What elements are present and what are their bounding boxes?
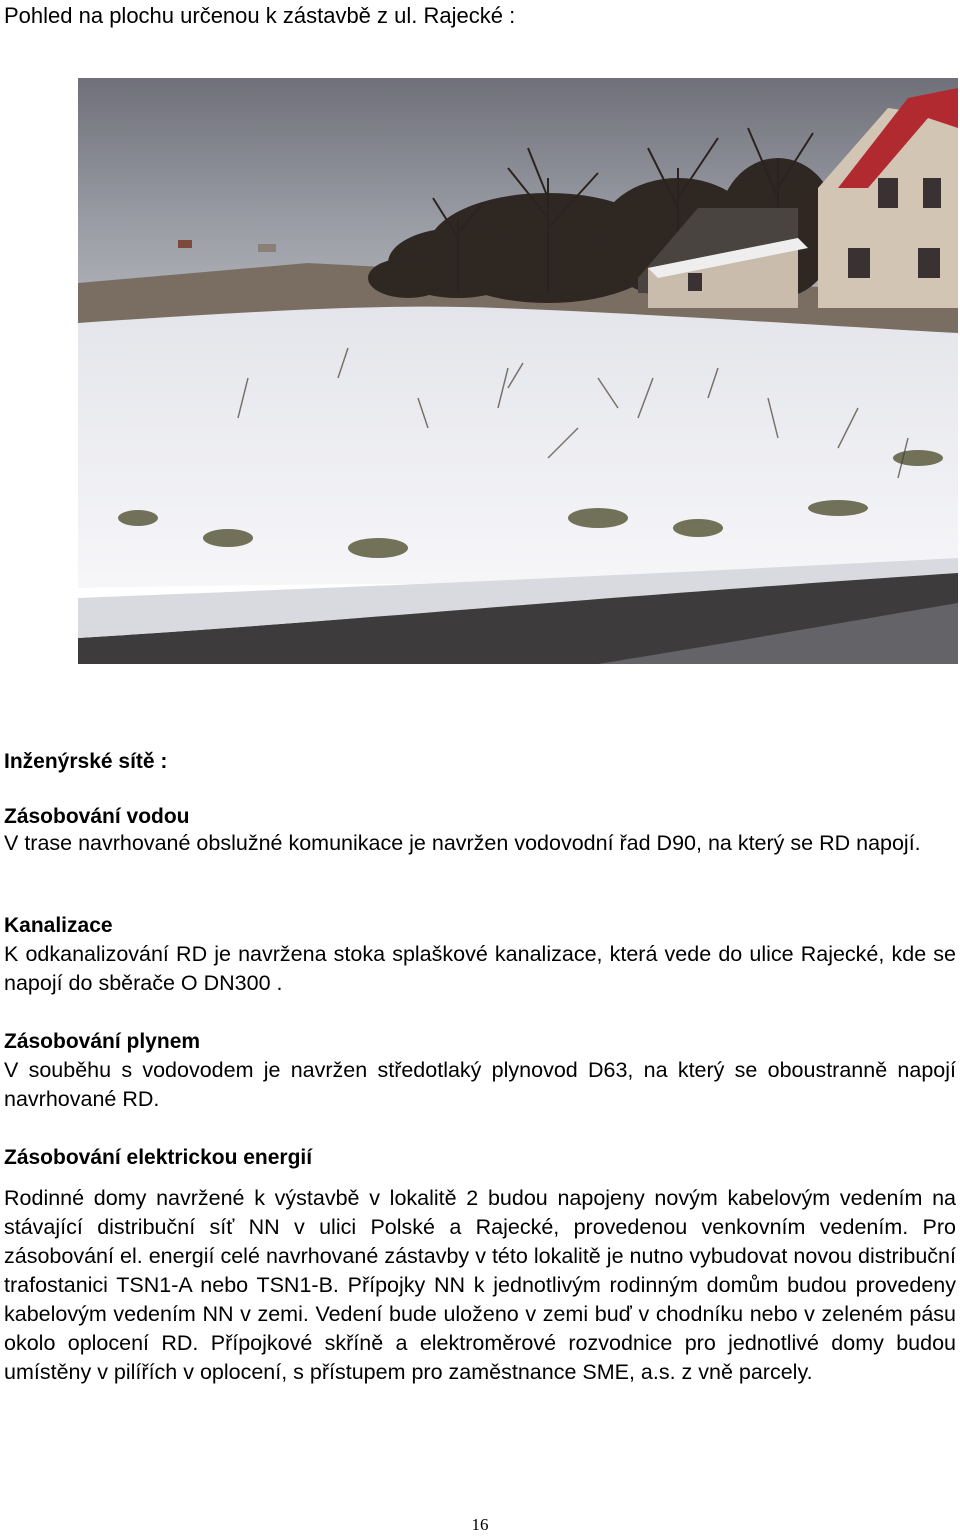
heading-gas-supply: Zásobování plynem — [4, 1030, 201, 1053]
page-number: 16 — [471, 1515, 489, 1534]
paragraph-sewerage: K odkanalizování RD je navržena stoka splaškové kanalizace, která vede do ulice Rajecké, kde se napojí do sběrače O DN300 . — [4, 942, 956, 995]
heading-water-supply: Zásobování vodou — [4, 805, 190, 828]
site-photo — [78, 78, 958, 664]
paragraph-water-supply: V trase navrhované obslužné komunikace je navržen vodovodní řad D90, na který se RD napojí. — [4, 831, 921, 855]
intro-caption: Pohled na plochu určenou k zástavbě z ul. Rajecké : — [4, 3, 516, 28]
section-title: Inženýrské sítě : — [4, 750, 168, 773]
heading-sewerage: Kanalizace — [4, 914, 113, 937]
paragraph-electricity-supply: Rodinné domy navržené k výstavbě v lokalitě 2 budou napojeny novým kabelovým vedením na stávající distribuční síť NN v ulici Polské a Rajecké, provedenou venkovním vedením. Pro zásobování el. energií celé navrhované zástavby v této lokalitě je nutno vybudovat novou distribuční trafostanici TSN1-A nebo TSN1-B. Přípojky NN k jednotlivým rodinným domům budou provedeny kabelovým vedením NN v zemi. Vedení bude uloženo v zemi buď v chodníku nebo v zeleném pásu okolo oplocení RD. Přípojkové skříně a elektroměrové rozvodnice pro jednotlivé domy budou umístěny v pilířích v oplocení, s přístupem pro zaměstnance SME, a.s. z vně parcely. — [4, 1186, 956, 1384]
paragraph-gas-supply: V souběhu s vodovodem je navržen středotlaký plynovod D63, na který se oboustranně napojí navrhované RD. — [4, 1058, 956, 1111]
site-photo-illustration — [78, 78, 958, 664]
heading-electricity-supply: Zásobování elektrickou energií — [4, 1146, 313, 1169]
